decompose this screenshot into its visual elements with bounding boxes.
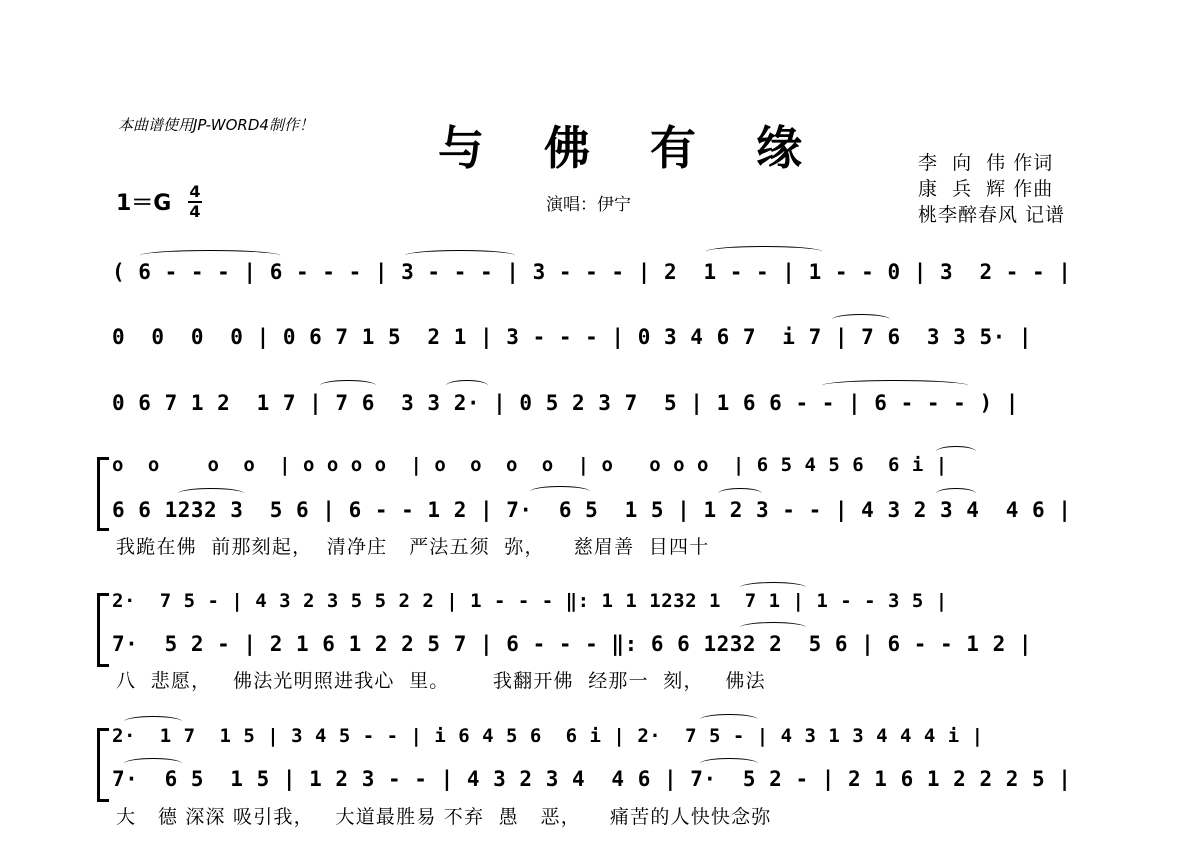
slur — [936, 488, 976, 499]
system-brace — [97, 593, 109, 667]
lower-voice: 6 6 1232 3 5 6 | 6 - - 1 2 | 7· 6 5 1 5 | 1 2 3 - - | 4 3 2 3 4 4 6 | — [112, 498, 1072, 522]
intro-line: 0 6 7 1 2 1 7 | 7 6 3 3 2· | 0 5 2 3 7 5 | 1 6 6 - - | 6 - - - ) | — [112, 391, 1019, 415]
lyrics-line: 大 德 深深 吸引我， 大道最胜易 不弃 愚 恶， 痛苦的人快快念弥 — [116, 806, 772, 828]
slur — [140, 250, 280, 261]
system-brace — [97, 457, 109, 531]
slur — [124, 758, 182, 769]
slur — [832, 314, 890, 325]
composer-credit: 康 兵 辉 作曲 — [918, 178, 1054, 200]
lyrics-line: 八 悲愿， 佛法光明照进我心 里。 我翻开佛 经那一 刻， 佛法 — [116, 670, 766, 692]
singer-credit: 演唱：伊宁 — [546, 195, 631, 215]
intro-line: ( 6 - - - | 6 - - - | 3 - - - | 3 - - - | 2 1 - - | 1 - - 0 | 3 2 - - | — [112, 260, 1072, 284]
lyrics-line: 我跪在佛 前那刻起， 清净庄 严法五须 弥， 慈眉善 目四十 — [116, 536, 710, 558]
slur — [124, 716, 182, 727]
made-with-note: 本曲谱使用JP-WORD4制作！ — [118, 116, 314, 134]
slur — [700, 758, 758, 769]
key-signature: 1＝G — [116, 191, 172, 216]
transcriber-credit: 桃李醉春风 记谱 — [918, 204, 1066, 226]
slur — [936, 446, 976, 457]
lower-voice: 7· 5 2 - | 2 1 6 1 2 2 5 7 | 6 - - - ‖: 6 6 1232 2 5 6 | 6 - - 1 2 | — [112, 632, 1033, 656]
slur — [320, 380, 376, 391]
slur — [446, 380, 488, 391]
slur — [822, 380, 968, 391]
lower-voice: 7· 6 5 1 5 | 1 2 3 - - | 4 3 2 3 4 4 6 | 7· 5 2 - | 2 1 6 1 2 2 2 5 | — [112, 767, 1072, 791]
slur — [178, 488, 244, 499]
slur — [718, 488, 762, 499]
slur — [405, 250, 515, 261]
slur — [740, 582, 806, 593]
slur — [700, 714, 758, 725]
upper-voice: o o o o | o o o o | o o o o | o o o o | 6 5 4 5 6 6 i | — [112, 454, 948, 476]
time-signature-top: 4 — [189, 182, 201, 201]
slur — [706, 246, 822, 257]
song-title: 与 佛 有 缘 — [438, 121, 825, 175]
slur — [530, 486, 590, 497]
system-brace — [97, 728, 109, 802]
lyricist-credit: 李 向 伟 作词 — [918, 152, 1054, 174]
time-signature — [188, 184, 202, 220]
intro-line: 0 0 0 0 | 0 6 7 1 5 2 1 | 3 - - - | 0 3 4 6 7 i 7 | 7 6 3 3 5· | — [112, 325, 1033, 349]
upper-voice: 2· 1 7 1 5 | 3 4 5 - - | i 6 4 5 6 6 i | 2· 7 5 - | 4 3 1 3 4 4 4 i | — [112, 725, 984, 747]
slur — [740, 622, 806, 633]
credits — [918, 150, 1065, 228]
time-signature-bottom: 4 — [189, 202, 201, 221]
upper-voice: 2· 7 5 - | 4 3 2 3 5 5 2 2 | 1 - - - ‖: 1 1 1232 1 7 1 | 1 - - 3 5 | — [112, 590, 948, 612]
